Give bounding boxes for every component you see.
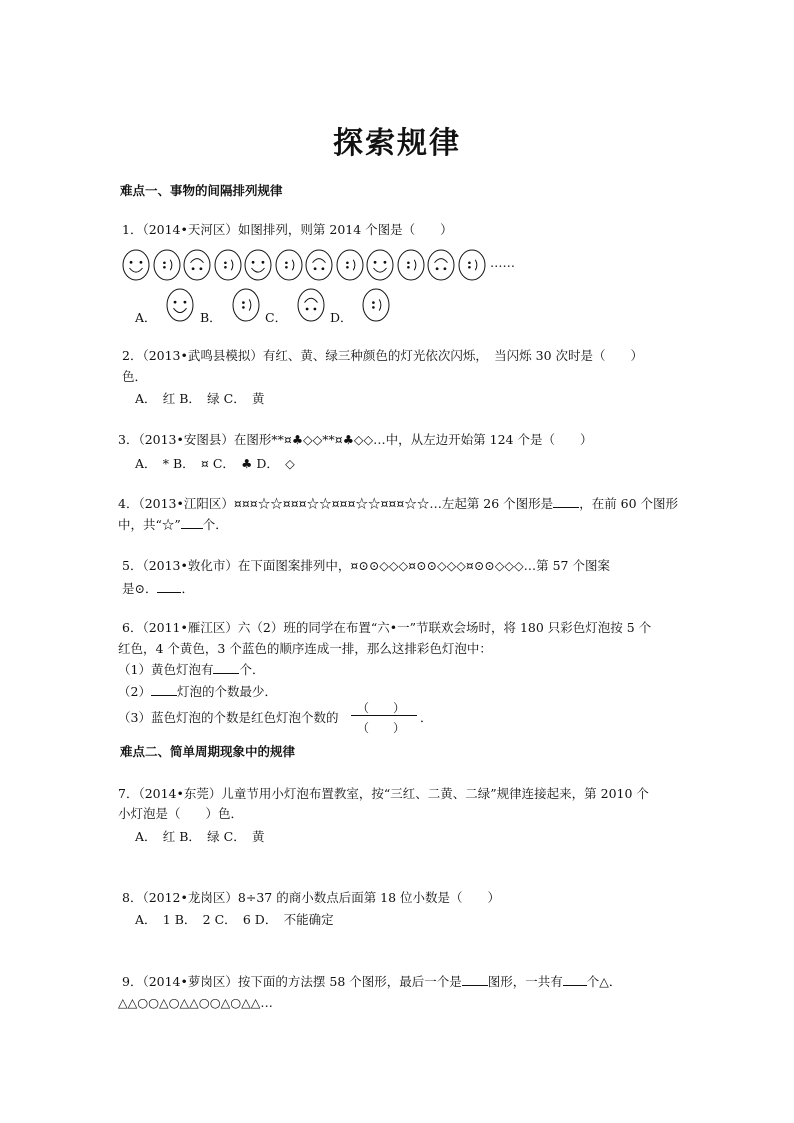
question-7-options: A． 红 B． 绿 C． 黄 [135, 829, 265, 844]
question-4-text-b: ，在前 60 个图形 [579, 496, 679, 511]
question-4-text-a: 4．（2013•江阳区）¤¤¤☆☆¤¤¤☆☆¤¤¤☆☆¤¤¤☆☆…左起第 26 个图形是 [118, 496, 554, 511]
question-6-sub-2 [118, 683, 277, 700]
section-heading-1: 难点一、事物的间隔排列规律 [120, 183, 283, 198]
question-9-text-b: 图形，一共有 [487, 974, 563, 989]
face-eyes-only-icon[interactable] [232, 288, 260, 326]
question-9-text-c: 个△． [586, 974, 622, 989]
question-4-line-1 [118, 495, 678, 512]
question-6-line-1: 6．（2011•雁江区）六（2）班的同学在布置“六•一”节联欢会场时，将 180 只彩色灯泡按 5 个 [122, 620, 652, 635]
question-8-options: A． 1 B． 2 C． 6 D． 不能确定 [135, 912, 334, 927]
answer-blank[interactable] [553, 495, 579, 508]
answer-blank[interactable] [157, 580, 181, 593]
face-eyes-only-icon [458, 249, 486, 285]
question-6-sub-2-end: 灯泡的个数最少． [176, 684, 277, 699]
question-5-line-2 [122, 580, 194, 597]
face-smile-icon[interactable] [166, 288, 194, 326]
question-6-line-2: 红色，4 个黄色，3 个蓝色的顺序连成一排，那么这排彩色灯泡中： [118, 641, 492, 656]
question-2-line-1: 2．（2013•武鸣县模拟）有红、黄、绿三种颜色的灯光依次闪烁， 当闪烁 30 次时是（ ） [122, 348, 643, 363]
option-label[interactable]: C． [265, 310, 288, 325]
question-4-text-c: 中，共“☆” [118, 517, 181, 532]
option-label[interactable]: A． [135, 310, 157, 325]
question-6-sub-1-text: （1）黄色灯泡有 [118, 662, 214, 677]
fraction-denominator: （ ） [357, 721, 406, 735]
question-6-sub-1 [118, 661, 264, 678]
question-5-text-b: ． [181, 581, 194, 596]
answer-blank[interactable] [213, 661, 239, 674]
question-4-text-d: 个． [202, 517, 228, 532]
section-heading-2: 难点二、简单周期现象中的规律 [120, 744, 296, 759]
question-5-text-a: 是⊙． [122, 581, 158, 596]
face-frown-icon [305, 249, 333, 285]
question-6-sub-2-text: （2） [118, 684, 151, 699]
question-5-line-1: 5．（2013•敦化市）在下面图案排列中，¤⊙⊙◇◇◇¤⊙⊙◇◇◇¤⊙⊙◇◇◇…第 57 个图案 [122, 558, 610, 573]
face-eyes-only-icon [275, 249, 303, 285]
face-frown-icon[interactable] [297, 288, 325, 326]
face-eyes-only-icon [153, 249, 181, 285]
answer-blank[interactable] [462, 973, 488, 986]
answer-blank[interactable] [563, 973, 587, 986]
fraction-numerator: （ ） [357, 701, 406, 715]
face-eyes-only-icon[interactable] [362, 288, 390, 326]
face-frown-icon [183, 249, 211, 285]
question-3-options: A． * B． ¤ C． ♣ D． ◇ [135, 456, 295, 471]
question-7-line-2: 小灯泡是（ ）色． [118, 806, 244, 821]
question-1-ellipsis: …… [490, 255, 515, 270]
face-smile-icon [366, 249, 394, 285]
answer-blank[interactable] [181, 516, 203, 529]
question-2-line-2: 色． [122, 369, 148, 384]
question-4-line-2 [118, 516, 228, 533]
face-frown-icon [427, 249, 455, 285]
question-1-stem: 1．（2014•天河区）如图排列，则第 2014 个图是（ ） [122, 222, 453, 237]
question-6-sub-3-end: ． [420, 710, 433, 725]
fraction-answer[interactable] [351, 699, 417, 735]
question-2-options: A． 红 B． 绿 C． 黄 [135, 391, 265, 406]
face-smile-icon [122, 249, 150, 285]
question-9-shape-sequence: △△○○△○△△○○△○△△… [118, 995, 273, 1010]
page-title: 探索规律 [333, 126, 461, 161]
option-label[interactable]: B． [200, 310, 222, 325]
question-9-line-1 [122, 973, 621, 990]
question-3-stem: 3．（2013•安图县）在图形**¤♣◇◇**¤♣◇◇…中，从左边开始第 124 个是（ ） [118, 432, 593, 447]
fraction-bar [351, 715, 417, 716]
answer-blank[interactable] [151, 683, 177, 696]
question-6-sub-1-end: 个． [239, 662, 265, 677]
question-9-text-a: 9．（2014•萝岗区）按下面的方法摆 58 个图形，最后一个是 [122, 974, 462, 989]
option-label[interactable]: D． [330, 310, 353, 325]
face-eyes-only-icon [397, 249, 425, 285]
face-smile-icon [244, 249, 272, 285]
question-8-stem: 8．（2012•龙岗区）8÷37 的商小数点后面第 18 位小数是（ ） [122, 890, 501, 905]
face-eyes-only-icon [214, 249, 242, 285]
question-6-sub-3: （3）蓝色灯泡的个数是红色灯泡个数的 [118, 710, 339, 725]
face-eyes-only-icon [336, 249, 364, 285]
question-7-line-1: 7．（2014•东莞）儿童节用小灯泡布置教室，按“三红、二黄、二绿”规律连接起来，第 2010 个 [118, 786, 649, 801]
